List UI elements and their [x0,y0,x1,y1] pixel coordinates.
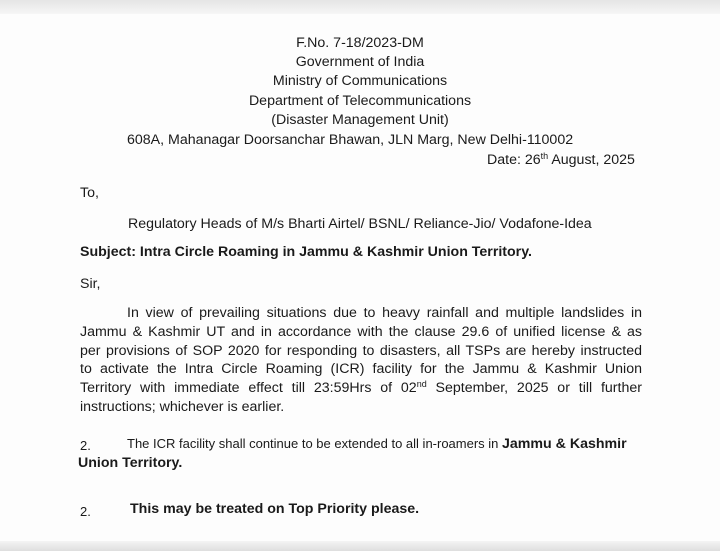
address-line: 608A, Mahanagar Doorsanchar Bhawan, JLN Marg, New Delhi-110002 [127,132,574,148]
item-text-normal: The ICR facility shall continue to be extended to all in-roamers in [127,436,503,451]
item-text [127,434,627,454]
paragraph-line: to activate the Intra Circle Roaming (ICR) facility for the Jammu & Kashmir Union [80,361,642,378]
date-rest: August, 2025 [548,152,635,168]
file-number: F.No. 7-18/2023-DM [296,35,424,51]
paragraph-line: per provisions of SOP 2020 for responding to disasters, all TSPs are hereby instructed [80,342,642,359]
paragraph-line-part: Territory with immediate effect till 23:59Hrs of 02 [80,380,417,397]
paragraph-line: In view of prevailing situations due to heavy rainfall and multiple landslides in [127,305,642,321]
unit-line: (Disaster Management Unit) [271,112,449,128]
bottom-edge [0,541,720,551]
ministry-line: Ministry of Communications [272,73,448,89]
item-number: 2. [80,504,91,519]
date-suffix: th [540,151,549,161]
paragraph-line [80,379,642,398]
ordinal-suffix: nd [416,379,427,390]
item-number: 2. [80,438,91,453]
paragraph-line: Jammu & Kashmir UT and in accordance with the clause 29.6 of unified license & as [80,323,642,340]
body-paragraph [80,304,642,417]
date-line [487,151,635,170]
item-text-continuation: Union Territory. [78,455,183,471]
addressee-line: Regulatory Heads of M/s Bharti Airtel/ BSNL/ Reliance-Jio/ Vodafone-Idea [128,216,592,232]
government-line: Government of India [295,54,425,70]
paragraph-line: instructions; whichever is earlier. [80,398,285,415]
subject-line: Subject: Intra Circle Roaming in Jammu & Kashmir Union Territory. [80,244,532,260]
salutation: Sir, [80,276,101,292]
top-edge [0,0,720,14]
to-line: To, [80,185,99,201]
department-line: Department of Telecommunications [248,93,472,109]
date-prefix: Date: 26 [487,152,541,168]
paragraph-line-part: September, 2025 or till further [426,380,642,397]
item-text-bold: Jammu & Kashmir [502,436,627,452]
item-text: This may be treated on Top Priority please. [130,501,420,517]
